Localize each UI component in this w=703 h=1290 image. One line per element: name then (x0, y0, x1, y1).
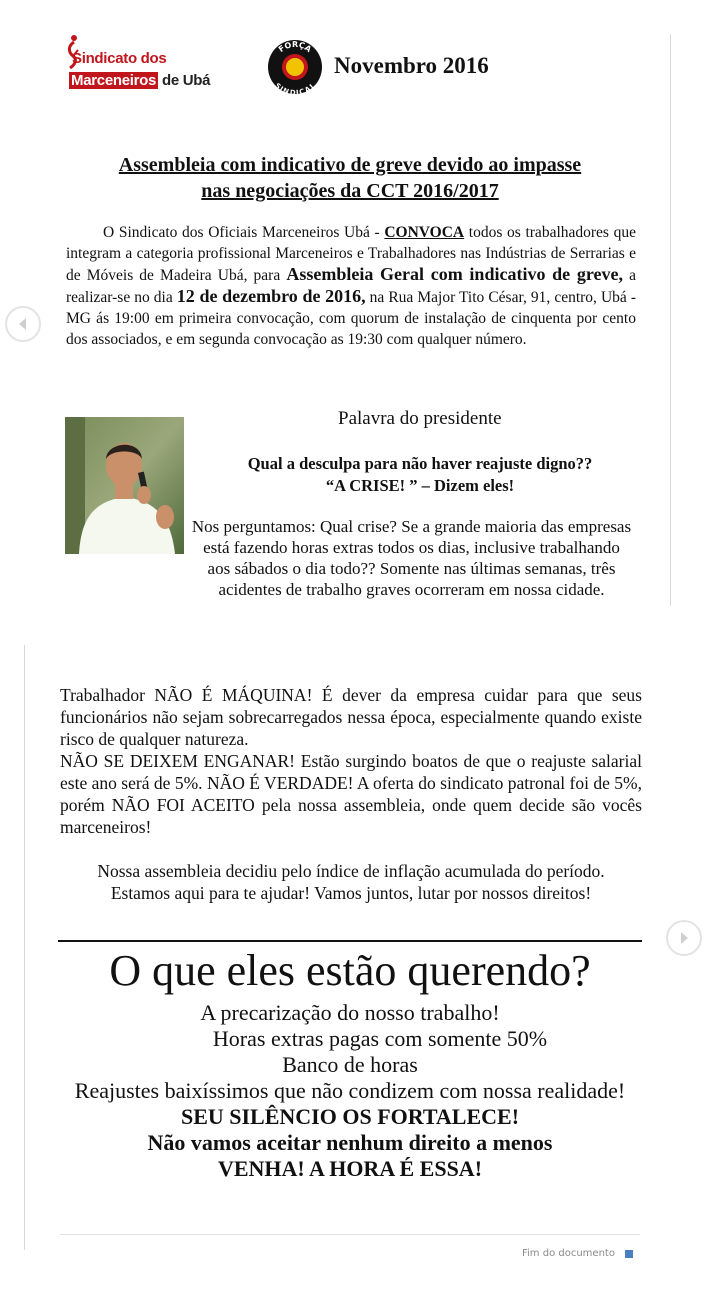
forca-sindical-badge (267, 39, 323, 95)
logo-text-line1: Sindicato dos (72, 50, 167, 67)
arrow-right-icon (676, 930, 692, 946)
paragraph: Nossa assembleia decidiu pelo índice de inflação acumulada do período. (97, 861, 605, 881)
convocation-text: a realizar-se no dia (66, 267, 637, 306)
logo-text-line2 (69, 72, 210, 90)
title-line2: nas negociações da CCT 2016/2017 (201, 180, 499, 202)
demand-item: A precarização do nosso trabalho! (200, 1000, 500, 1025)
badge-top-text: FORÇA (276, 39, 314, 55)
page-edge (670, 34, 671, 606)
slogan-line: Não vamos aceitar nenhum direito a menos (147, 1130, 553, 1155)
convocation-paragraph (66, 222, 636, 350)
assembly-date: 12 de dezembro de 2016, (176, 286, 366, 306)
section-divider (58, 940, 642, 942)
demand-item: Horas extras pagas com somente 50% (212, 1026, 548, 1051)
slogan-line: VENHA! A HORA É ESSA! (217, 1156, 483, 1181)
president-question (190, 453, 650, 497)
question-line: Qual a desculpa para não haver reajuste digno?? (247, 454, 593, 473)
arrow-left-icon (15, 316, 31, 332)
footer-rule (60, 1234, 640, 1235)
question-line: “A CRISE! ” – Dizem eles! (325, 476, 515, 495)
end-of-document (522, 1248, 633, 1259)
badge-bottom-text: SINDICAL (273, 81, 317, 95)
logo-highlight: Marceneiros (71, 72, 157, 89)
demand-item: Reajustes baixíssimos que não condizem com nossa realidade! (74, 1078, 626, 1103)
president-photo (65, 417, 184, 554)
paragraph: Estamos aqui para te ajudar! Vamos juntos, lutar por nossos direitos! (110, 883, 592, 903)
end-square-icon (625, 1250, 633, 1258)
worker-section (60, 684, 642, 904)
convocation-text: O Sindicato dos Oficiais Marceneiros Ubá - (103, 224, 385, 241)
logo-city: de Ubá (161, 72, 211, 89)
issue-date: Novembro 2016 (334, 53, 489, 78)
paragraph: Trabalhador NÃO É MÁQUINA! É dever da empresa cuidar para que seus funcionários não sejam sobrecarregados nessa época, especialmente quando existe risco de qualquer natureza. (60, 685, 642, 749)
demands-list (58, 1000, 642, 1182)
slogan-line: SEU SILÊNCIO OS FORTALECE! (180, 1104, 520, 1129)
page-edge (24, 645, 25, 1250)
end-of-document-label: Fim do documento (522, 1248, 615, 1259)
page-title (60, 152, 640, 204)
paragraph: NÃO SE DEIXEM ENGANAR! Estão surgindo boatos de que o reajuste salarial este ano será de 5%. NÃO É VERDADE! A oferta do sindicato patronal foi de 5%, porém NÃO FOI ACEITO pela nossa assembleia, onde quem decide são vocês marceneiros! (60, 751, 642, 837)
president-message: Nos perguntamos: Qual crise? Se a grande maioria das empresas está fazendo horas extras todos os dias, inclusive trabalhando aos sábados o dia todo?? Somente nas últimas semanas, três acidentes de trabalho graves ocorreram em nossa cidade. (191, 517, 632, 599)
convoca-word: CONVOCA (384, 224, 465, 241)
demand-item: Banco de horas (282, 1052, 418, 1077)
convocation-text: todos os trabalhadores que integram a categoria profissional Marceneiros e Trabalhadores nas Indústrias de Serrarias e de Móveis de Madeira Ubá, para (66, 224, 636, 284)
title-line1: Assembleia com indicativo de greve devido ao impasse (118, 154, 582, 176)
convocation-text: na Rua Major Tito César, 91, centro, Ubá - MG ás 19:00 em primeira convocação, com quorum de instalação de cinquenta por cento dos associados, e em segunda convocação as 19:30 com qualquer número. (66, 289, 637, 348)
previous-page-button[interactable] (5, 306, 41, 342)
assembleia-highlight: Assembleia Geral com indicativo de greve, (286, 264, 624, 284)
president-heading: Palavra do presidente (338, 408, 502, 429)
demands-title: O que eles estão querendo? (109, 946, 591, 995)
next-page-button[interactable] (666, 920, 702, 956)
union-logo (66, 34, 211, 92)
